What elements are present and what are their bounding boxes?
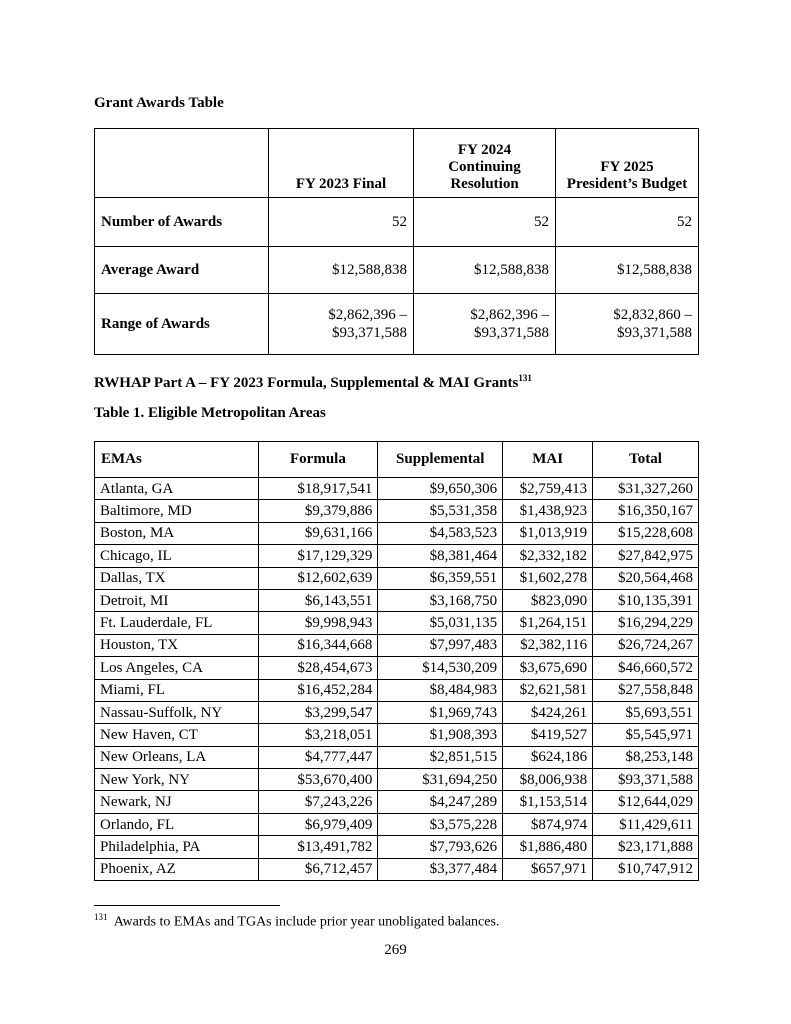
- table-row: [95, 769, 699, 791]
- table-cell: $6,979,409: [258, 813, 378, 835]
- table-row: [95, 589, 699, 611]
- table-row: [95, 858, 699, 880]
- table-cell: $3,675,690: [503, 657, 593, 679]
- table-cell: [269, 294, 414, 355]
- footnote-text: Awards to EMAs and TGAs include prior year unobligated balances.: [113, 914, 500, 930]
- table-cell: $1,438,923: [503, 500, 593, 522]
- table-cell: $16,350,167: [593, 500, 699, 522]
- ema-name: Baltimore, MD: [95, 500, 259, 522]
- table-cell: $1,153,514: [503, 791, 593, 813]
- table-row: [95, 545, 699, 567]
- table-cell: $419,527: [503, 724, 593, 746]
- table-cell: $31,694,250: [378, 769, 503, 791]
- column-header: EMAs: [95, 442, 259, 478]
- column-header: [269, 129, 414, 198]
- table-cell: $6,359,551: [378, 567, 503, 589]
- section-title-text: RWHAP Part A – FY 2023 Formula, Supplemental & MAI Grants: [94, 375, 519, 391]
- table-cell: $12,588,838: [414, 247, 556, 294]
- table-row: [95, 746, 699, 768]
- table-cell: $7,793,626: [378, 836, 503, 858]
- table-cell: $12,588,838: [556, 247, 699, 294]
- table-cell: $1,969,743: [378, 701, 503, 723]
- table-cell: $1,886,480: [503, 836, 593, 858]
- table-cell: $624,186: [503, 746, 593, 768]
- table-header-row: [95, 129, 699, 198]
- column-header: Supplemental: [378, 442, 503, 478]
- table-cell: $1,264,151: [503, 612, 593, 634]
- ema-name: Philadelphia, PA: [95, 836, 259, 858]
- footnote-number: 131: [94, 912, 108, 922]
- table-cell: $3,218,051: [258, 724, 378, 746]
- table-cell: $3,299,547: [258, 701, 378, 723]
- footnote: [94, 912, 499, 931]
- table-cell: $1,013,919: [503, 522, 593, 544]
- table-cell: $2,332,182: [503, 545, 593, 567]
- page-number: 269: [384, 942, 407, 958]
- header-line: Continuing: [448, 159, 521, 175]
- table-cell: $12,644,029: [593, 791, 699, 813]
- table-cell: 52: [269, 198, 414, 247]
- table-cell: $424,261: [503, 701, 593, 723]
- ema-name: Orlando, FL: [95, 813, 259, 835]
- range-line: $93,371,588: [332, 325, 407, 341]
- table-cell: $20,564,468: [593, 567, 699, 589]
- table-cell: $8,253,148: [593, 746, 699, 768]
- table-cell: $6,143,551: [258, 589, 378, 611]
- row-label: Average Award: [95, 247, 269, 294]
- table-cell: $93,371,588: [593, 769, 699, 791]
- eligible-metropolitan-areas-table: [94, 441, 699, 881]
- table-row: [95, 294, 699, 355]
- table-cell: $3,168,750: [378, 589, 503, 611]
- table-cell: $10,747,912: [593, 858, 699, 880]
- table-cell: $16,452,284: [258, 679, 378, 701]
- ema-name: New Orleans, LA: [95, 746, 259, 768]
- table-cell: $53,670,400: [258, 769, 378, 791]
- ema-name: Detroit, MI: [95, 589, 259, 611]
- table-row: [95, 500, 699, 522]
- table-cell: $11,429,611: [593, 813, 699, 835]
- table-row: [95, 679, 699, 701]
- table-cell: $9,650,306: [378, 478, 503, 500]
- range-line: $93,371,588: [474, 325, 549, 341]
- table-cell: $657,971: [503, 858, 593, 880]
- table-cell: $4,777,447: [258, 746, 378, 768]
- grant-awards-title: Grant Awards Table: [94, 95, 224, 111]
- table-cell: $4,247,289: [378, 791, 503, 813]
- ema-name: Chicago, IL: [95, 545, 259, 567]
- table-cell: $7,243,226: [258, 791, 378, 813]
- table-cell: $9,998,943: [258, 612, 378, 634]
- header-line: Resolution: [450, 176, 519, 192]
- table-row: [95, 813, 699, 835]
- table-cell: $823,090: [503, 589, 593, 611]
- table-row: [95, 478, 699, 500]
- table-row: [95, 701, 699, 723]
- range-line: $2,862,396 –: [328, 307, 407, 323]
- ema-name: New York, NY: [95, 769, 259, 791]
- row-label: Range of Awards: [95, 294, 269, 355]
- table-cell: $16,294,229: [593, 612, 699, 634]
- table-cell: $2,759,413: [503, 478, 593, 500]
- table-cell: $18,917,541: [258, 478, 378, 500]
- column-header: MAI: [503, 442, 593, 478]
- table-cell: $1,908,393: [378, 724, 503, 746]
- table-cell: $31,327,260: [593, 478, 699, 500]
- table-row: [95, 724, 699, 746]
- table-row: [95, 198, 699, 247]
- table-cell: $28,454,673: [258, 657, 378, 679]
- table-cell: $3,575,228: [378, 813, 503, 835]
- table-cell: 52: [414, 198, 556, 247]
- footnote-ref[interactable]: 131: [518, 373, 532, 383]
- table-row: [95, 634, 699, 656]
- table-cell: $8,484,983: [378, 679, 503, 701]
- table-cell: $9,379,886: [258, 500, 378, 522]
- table-cell: $5,693,551: [593, 701, 699, 723]
- table-cell: $1,602,278: [503, 567, 593, 589]
- table-cell: $23,171,888: [593, 836, 699, 858]
- table-cell: $7,997,483: [378, 634, 503, 656]
- table-cell: $10,135,391: [593, 589, 699, 611]
- table-cell: $2,382,116: [503, 634, 593, 656]
- range-line: $2,862,396 –: [470, 307, 549, 323]
- ema-name: Dallas, TX: [95, 567, 259, 589]
- table-cell: 52: [556, 198, 699, 247]
- table-cell: $12,588,838: [269, 247, 414, 294]
- header-line: FY 2023 Final: [295, 176, 387, 192]
- table-cell: $14,530,209: [378, 657, 503, 679]
- table-cell: $27,558,848: [593, 679, 699, 701]
- range-line: $2,832,860 –: [613, 307, 692, 323]
- grant-awards-table: [94, 128, 699, 355]
- ema-name: Boston, MA: [95, 522, 259, 544]
- table-cell: $2,621,581: [503, 679, 593, 701]
- ema-name: Nassau-Suffolk, NY: [95, 701, 259, 723]
- table-cell: $2,851,515: [378, 746, 503, 768]
- table-cell: $15,228,608: [593, 522, 699, 544]
- ema-name: Phoenix, AZ: [95, 858, 259, 880]
- column-header: Formula: [258, 442, 378, 478]
- table-cell: [556, 294, 699, 355]
- range-line: $93,371,588: [617, 325, 692, 341]
- table-cell: $874,974: [503, 813, 593, 835]
- table-cell: $46,660,572: [593, 657, 699, 679]
- header-line: FY 2025: [600, 159, 654, 175]
- column-header: [95, 129, 269, 198]
- table-cell: $5,031,135: [378, 612, 503, 634]
- table-row: [95, 612, 699, 634]
- ema-name: New Haven, CT: [95, 724, 259, 746]
- table-row: [95, 791, 699, 813]
- table-row: [95, 567, 699, 589]
- table-row: [95, 836, 699, 858]
- table-row: [95, 247, 699, 294]
- table-cell: $4,583,523: [378, 522, 503, 544]
- table-cell: $5,531,358: [378, 500, 503, 522]
- ema-name: Houston, TX: [95, 634, 259, 656]
- table-cell: $27,842,975: [593, 545, 699, 567]
- table-cell: $8,006,938: [503, 769, 593, 791]
- table-cell: $6,712,457: [258, 858, 378, 880]
- table-cell: $8,381,464: [378, 545, 503, 567]
- header-line: FY 2024: [457, 142, 512, 158]
- table1-title: Table 1. Eligible Metropolitan Areas: [94, 405, 326, 421]
- table-cell: $26,724,267: [593, 634, 699, 656]
- column-header: [556, 129, 699, 198]
- header-line: President’s Budget: [566, 176, 688, 192]
- table-cell: $12,602,639: [258, 567, 378, 589]
- table-cell: $5,545,971: [593, 724, 699, 746]
- section-title: [94, 373, 532, 392]
- ema-name: Atlanta, GA: [95, 478, 259, 500]
- row-label: Number of Awards: [95, 198, 269, 247]
- table-cell: $3,377,484: [378, 858, 503, 880]
- table-row: [95, 522, 699, 544]
- column-header: Total: [593, 442, 699, 478]
- ema-name: Ft. Lauderdale, FL: [95, 612, 259, 634]
- column-header: [414, 129, 556, 198]
- ema-name: Los Angeles, CA: [95, 657, 259, 679]
- table-cell: $9,631,166: [258, 522, 378, 544]
- table-row: [95, 657, 699, 679]
- table-cell: [414, 294, 556, 355]
- ema-name: Newark, NJ: [95, 791, 259, 813]
- table-cell: $16,344,668: [258, 634, 378, 656]
- table-cell: $17,129,329: [258, 545, 378, 567]
- footnote-divider: [94, 905, 280, 906]
- table-cell: $13,491,782: [258, 836, 378, 858]
- table-header-row: [95, 442, 699, 478]
- ema-name: Miami, FL: [95, 679, 259, 701]
